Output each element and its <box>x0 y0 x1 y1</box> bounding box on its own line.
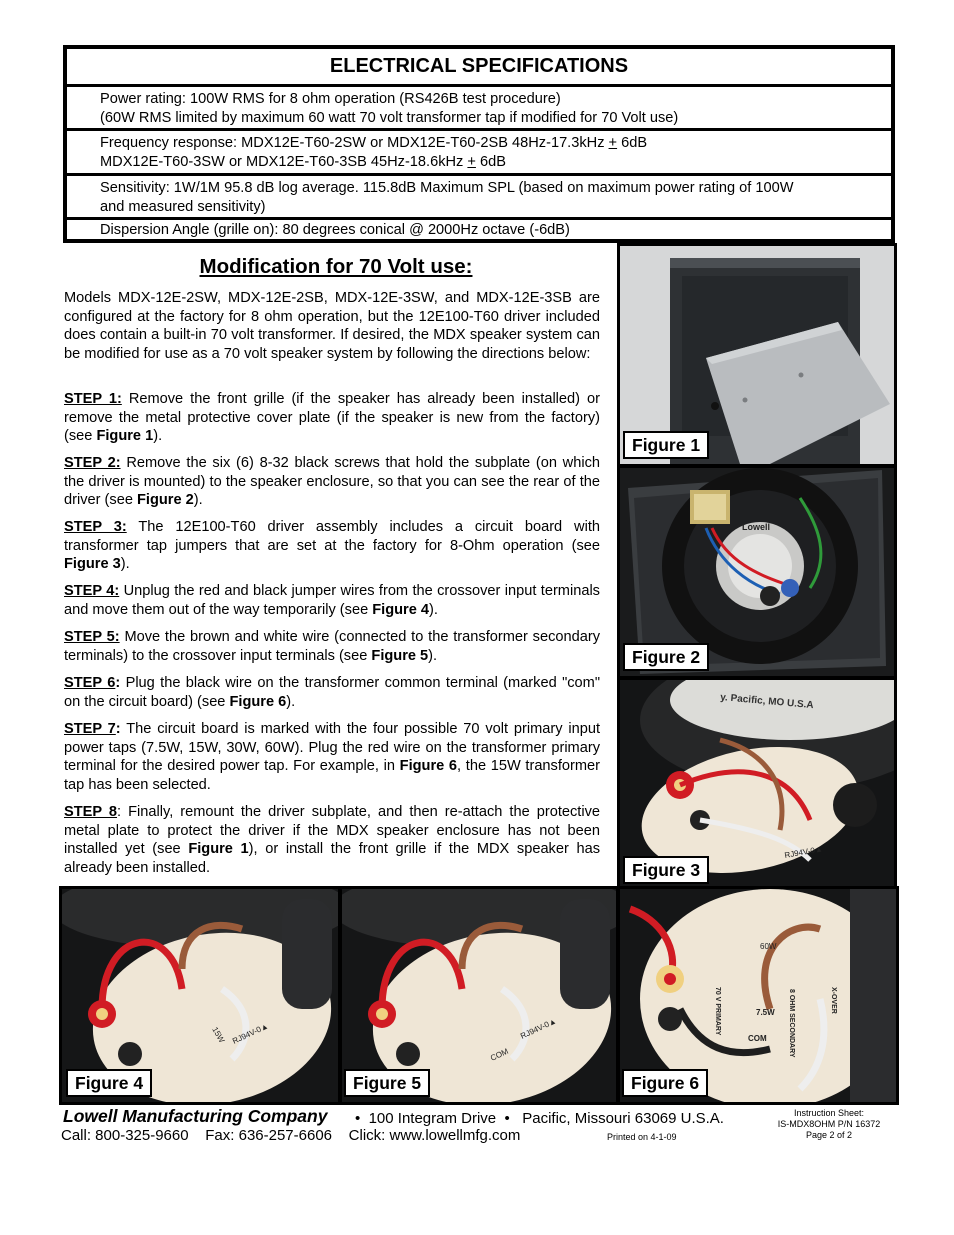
footer-address: • 100 Integram Drive • Pacific, Missouri 63069 U.S.A. <box>355 1110 724 1127</box>
spec-freq-line2: MDX12E-T60-3SW or MDX12E-T60-3SB 45Hz-18.6kHz + 6dB <box>100 153 506 170</box>
figure-5-label: Figure 5 <box>344 1069 430 1097</box>
spec-frequency-response <box>67 131 891 176</box>
footer-company: Lowell Manufacturing Company <box>63 1106 328 1126</box>
figure-3-label: Figure 3 <box>623 856 709 884</box>
figure-6-secondary: 8 OHM SECONDARY <box>788 989 795 1058</box>
figure-5-photo <box>342 889 616 1102</box>
figure-3-pacific-text: y. Pacific, MO U.S.A <box>719 692 815 712</box>
step-8: STEP 8: Finally, remount the driver subplate, and then re-attach the protective metal plate to protect the driver if the MDX speaker enclosure has not been installed yet (see Figure 1), or install the front grille if the MDX speaker has already been installed. <box>64 804 601 876</box>
figure-6-label: Figure 6 <box>622 1069 708 1097</box>
instr-title: Instruction Sheet: <box>793 1108 865 1118</box>
figure-4-label: Figure 4 <box>66 1069 152 1097</box>
figure-5-com: COM <box>489 1046 510 1063</box>
figure-2-brand-text: Lowell <box>742 522 771 532</box>
figure-5-board-code: RJ94V-0▲ <box>519 1016 558 1041</box>
figure-4-board-code: RJ94V-0▲ <box>231 1021 270 1046</box>
spec-power-rating <box>67 87 891 131</box>
modification-title: Modification for 70 Volt use: <box>199 255 473 278</box>
figure-3-photo <box>620 680 894 888</box>
instr-page: Page 2 of 2 <box>805 1130 853 1140</box>
figure-2-photo <box>620 468 894 676</box>
spec-sensitivity <box>67 176 891 220</box>
figure-1-photo <box>620 246 894 464</box>
spec-dispersion: Dispersion Angle (grille on): 80 degrees conical @ 2000Hz octave (-6dB) <box>100 222 570 238</box>
step-5: STEP 5: Move the brown and white wire (connected to the transformer secondary terminals) to the crossover input terminals (see Figure 5). <box>64 629 600 664</box>
instr-code: IS-MDX8OHM P/N 16372 <box>777 1119 881 1129</box>
figure-6-com: COM <box>748 1034 767 1043</box>
photo-column <box>617 243 897 889</box>
step-2: STEP 2: Remove the six (6) 8-32 black screws that hold the subplate (on which the driver is mounted) to the speaker enclosure, so that you can see the rear of the driver (see Figure 2). <box>64 455 600 509</box>
step-3: STEP 3: The 12E100-T60 driver assembly includes a circuit board with transformer tap jumpers that are set at the factory for 8-Ohm operation (see Figure 3). <box>64 519 601 573</box>
figure-6-primary: 70 V PRIMARY <box>714 987 721 1036</box>
footer-contact: Call: 800-325-9660 Fax: 636-257-6606 Click: www.lowellmfg.com <box>61 1127 521 1144</box>
footer-instruction-sheet <box>772 1108 886 1141</box>
figure-6-photo <box>620 889 896 1102</box>
figure-6-xover: X-OVER <box>830 987 837 1014</box>
footer-printed-date: Printed on 4-1-09 <box>607 1132 677 1142</box>
figure-2-label: Figure 2 <box>623 643 709 671</box>
figure-3-board-code: RJ94V-0▲ <box>783 844 824 860</box>
figure-4-photo <box>62 889 338 1102</box>
step-4: STEP 4: Unplug the red and black jumper wires from the crossover input terminals and move them out of the way temporarily (see Figure 4). <box>64 583 600 618</box>
spec-power-line1: Power rating: 100W RMS for 8 ohm operation (RS426B test procedure) <box>100 91 561 107</box>
figure-6-tap-60w: 60W <box>760 942 777 951</box>
figure-1-label: Figure 1 <box>623 431 709 459</box>
spec-power-line2: (60W RMS limited by maximum 60 watt 70 volt transformer tap if modified for 70 Volt use) <box>100 109 679 126</box>
step-1: STEP 1: Remove the front grille (if the speaker has already been installed) or remove the metal protective cover plate (if the speaker is new from the factory) (see Figure 1). <box>64 391 600 445</box>
spec-sensitivity-line1: Sensitivity: 1W/1M 95.8 dB log average. 115.8dB Maximum SPL (based on maximum power rating of 100W <box>100 180 794 196</box>
figure-6-tap-75w: 7.5W <box>756 1008 775 1017</box>
step-6: STEP 6: Plug the black wire on the transformer common terminal (marked "com" on the circuit board) (see Figure 6). <box>64 675 600 710</box>
specs-title: ELECTRICAL SPECIFICATIONS <box>67 49 891 87</box>
spec-sensitivity-line2: and measured sensitivity) <box>100 198 266 215</box>
figure-4-tap-15w: 15W <box>210 1025 227 1045</box>
step-7: STEP 7: The circuit board is marked with the four possible 70 volt primary input power taps (7.5W, 15W, 30W, 60W). Plug the red wire on the transformer primary terminal for the desired power tap. For example, in Figure 6, the 15W transformer tap has been selected. <box>64 721 601 793</box>
photo-row <box>59 886 899 1105</box>
modification-intro: Models MDX-12E-2SW, MDX-12E-2SB, MDX-12E-3SW, and MDX-12E-3SB are configured at the factory for 8 ohm operation, but the 12E100-T60 driver included does contain a built-in 70 volt transformer. If desired, the MDX speaker system can be modified for use as a 70 volt speaker system by following the directions below: <box>64 290 600 362</box>
electrical-specifications-box <box>63 45 895 243</box>
spec-freq-line1: Frequency response: MDX12E-T60-2SW or MDX12E-T60-2SB 48Hz-17.3kHz + 6dB <box>100 135 648 151</box>
